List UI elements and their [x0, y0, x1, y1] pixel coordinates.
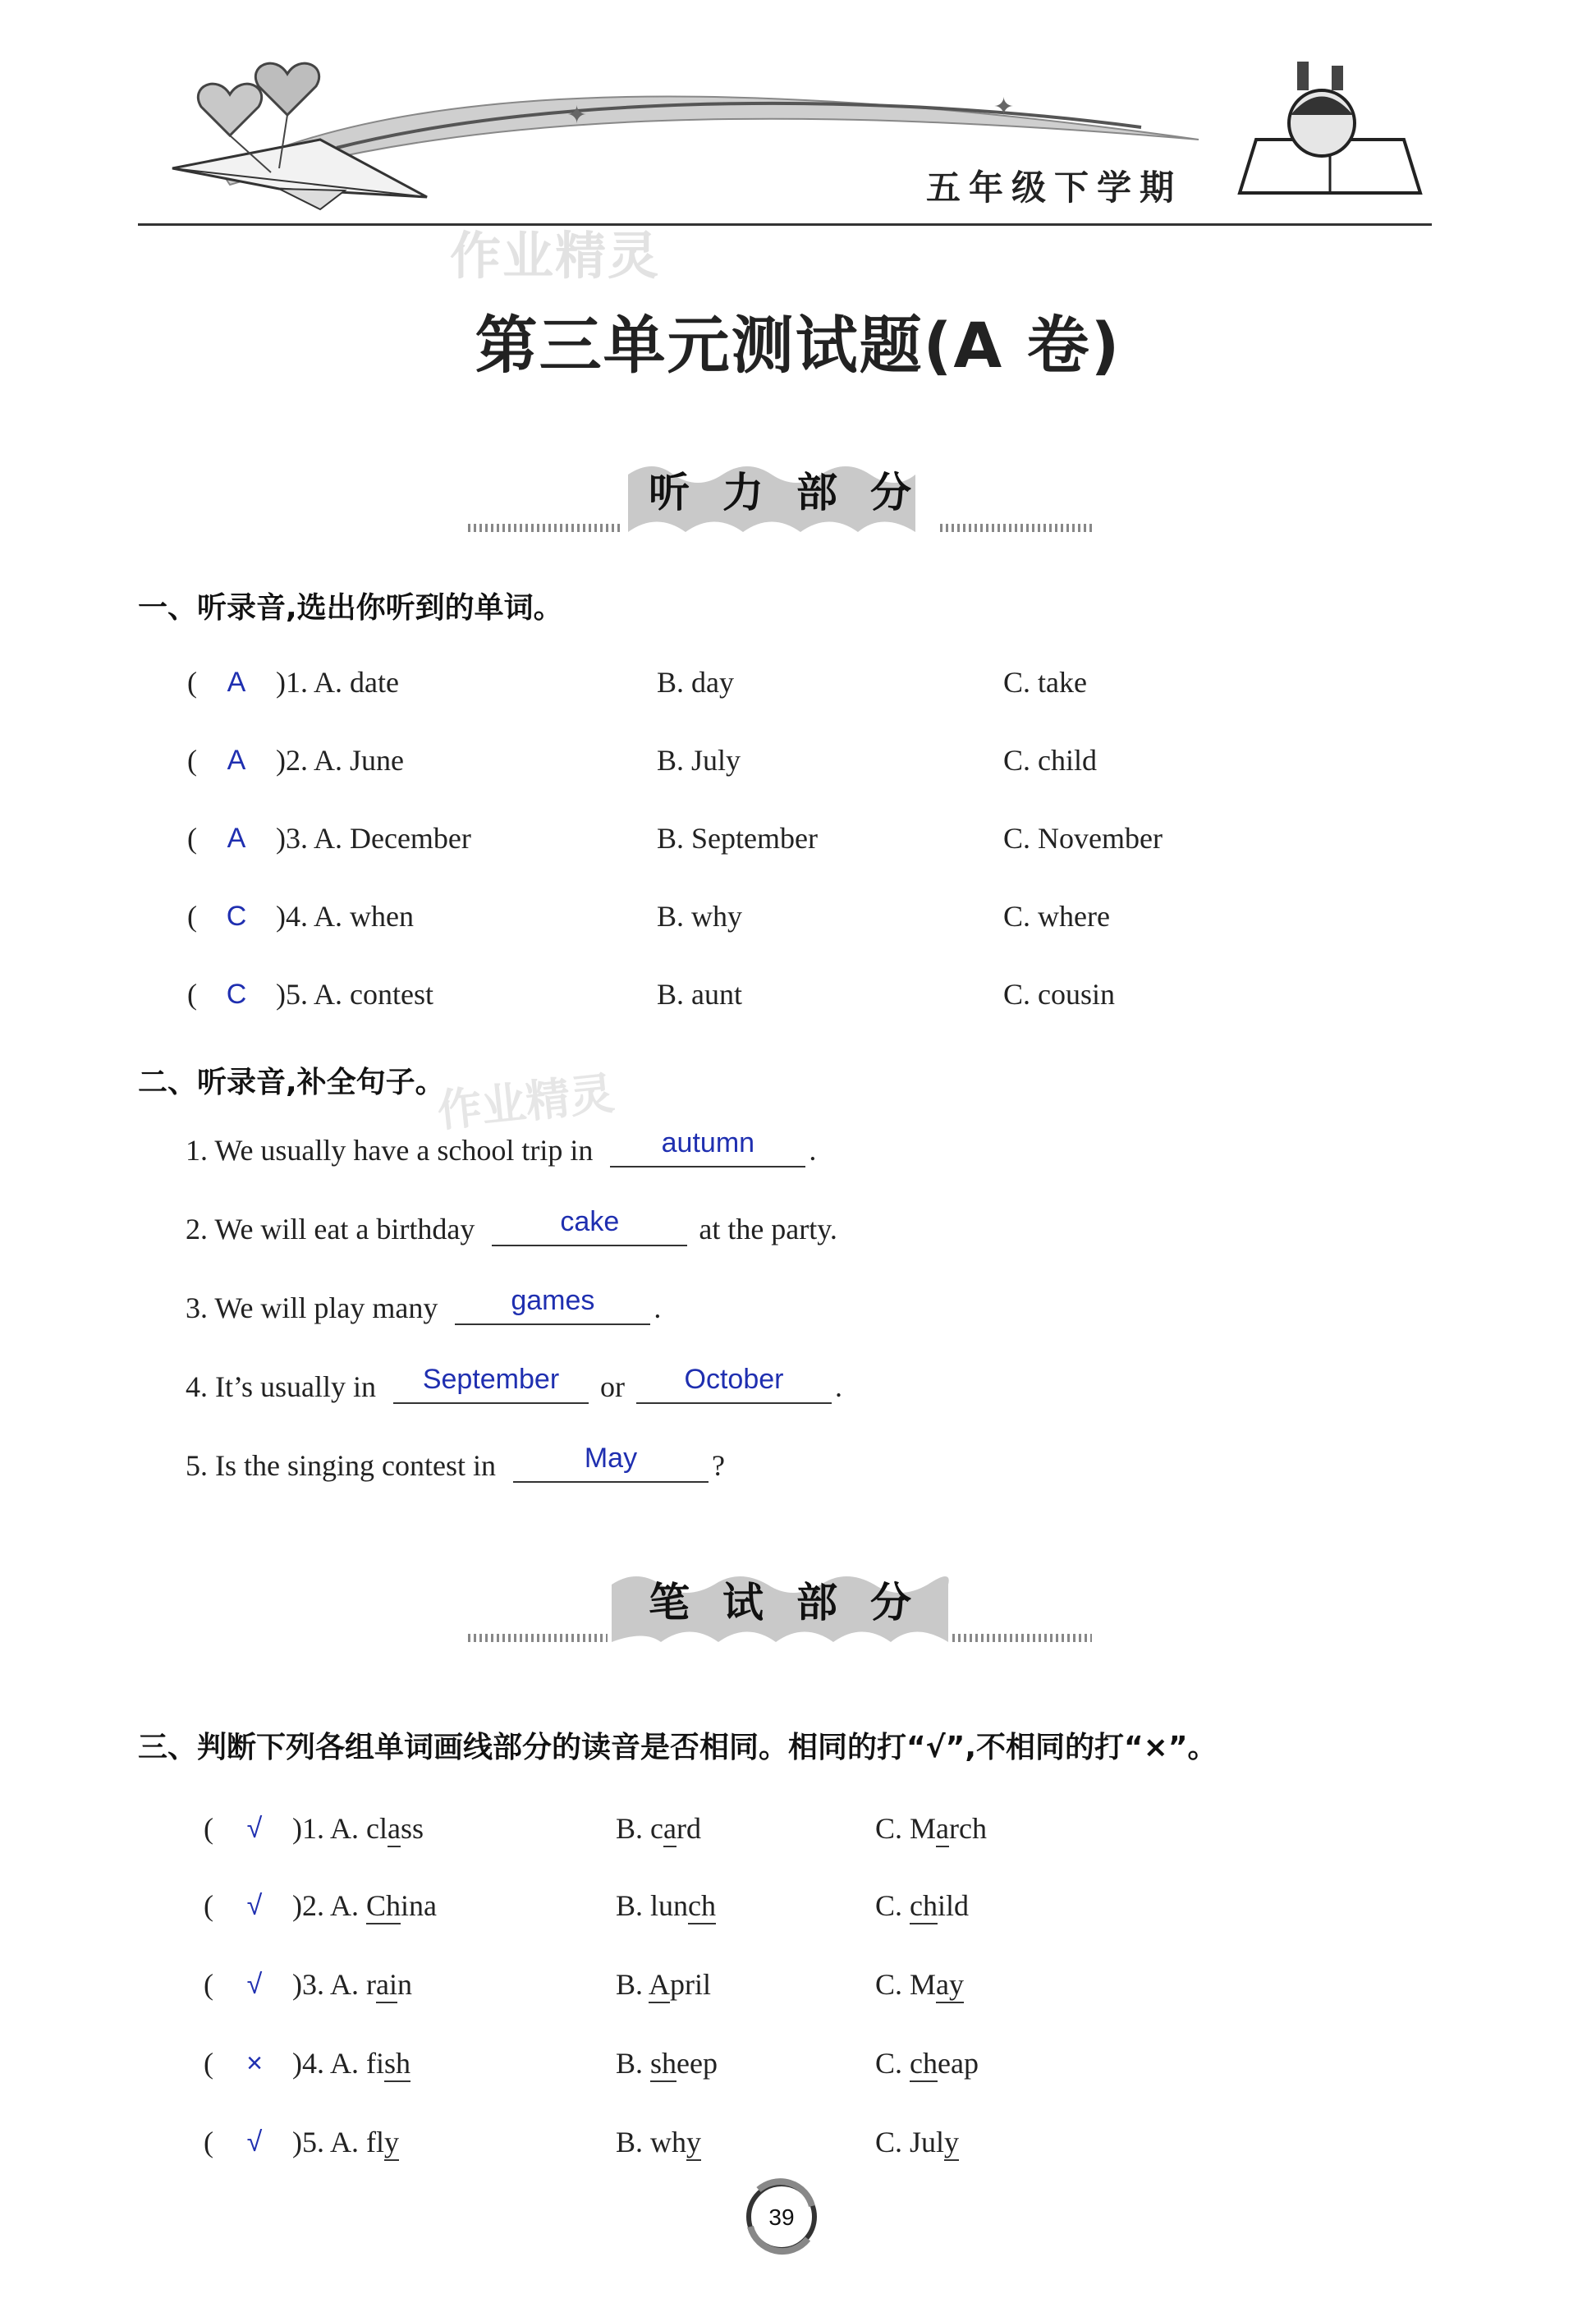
option-b	[616, 1888, 716, 1923]
option-a	[292, 2046, 410, 2080]
banner-label: 笔试部分	[649, 1579, 944, 1626]
answer-blank[interactable]	[393, 1364, 589, 1404]
option-c: C. take	[1003, 666, 1087, 699]
answer-blank[interactable]	[455, 1285, 650, 1325]
page-title: 第三单元测试题(A 卷)	[475, 309, 1121, 382]
sentence-text: .	[654, 1291, 662, 1324]
sentence-text: .	[809, 1134, 817, 1167]
paren-open: (	[187, 822, 197, 855]
term-label: 五年级下学期	[926, 167, 1183, 208]
word-text: B.	[616, 1968, 649, 2001]
option-a	[292, 1888, 437, 1923]
section-banner-listening	[460, 450, 1100, 540]
word-text: rd	[676, 1812, 701, 1845]
word-text: B. lun	[616, 1889, 689, 1922]
sentence-row	[186, 1285, 662, 1325]
section-title-1: 一、听录音,选出你听到的单词。	[138, 591, 563, 625]
sentence-row	[186, 1443, 725, 1483]
underlined-letters: y	[686, 2126, 701, 2161]
answer-mark[interactable]: C	[226, 979, 247, 1010]
header-divider	[138, 223, 1432, 226]
answer-blank[interactable]	[492, 1206, 687, 1246]
answer-mark[interactable]: √	[246, 1969, 263, 2000]
paren-open: (	[187, 666, 197, 699]
option-b	[616, 2046, 718, 2080]
option-a	[292, 1811, 424, 1846]
option-c: C. November	[1003, 822, 1163, 855]
page-number: 39	[768, 2204, 795, 2230]
word-text: rch	[949, 1812, 987, 1845]
watermark: 作业精灵	[434, 1067, 617, 1138]
underlined-letters: y	[384, 2126, 399, 2161]
section-title-2: 二、听录音,补全句子。	[138, 1066, 445, 1099]
word-text: )5. A. fl	[292, 2126, 384, 2158]
underlined-letters: a	[388, 1812, 401, 1847]
section-title-3: 三、判断下列各组单词画线部分的读音是否相同。相同的打“√”,不相同的打“×”。	[138, 1731, 1218, 1764]
answer-blank[interactable]	[513, 1443, 709, 1483]
sentence-row	[186, 1364, 842, 1404]
option-c	[875, 1888, 969, 1923]
watermark: 作业精灵	[450, 226, 661, 286]
option-b	[616, 1967, 711, 2002]
option-b: B. aunt	[657, 978, 742, 1011]
sentence-text: 4. It’s usually in	[186, 1370, 376, 1403]
underlined-letters: ch	[910, 2047, 938, 2082]
section-banner-writing	[460, 1560, 1100, 1650]
banner-label: 听力部分	[649, 469, 944, 516]
underlined-letters: ch	[688, 1889, 716, 1924]
sentence-row	[186, 1127, 817, 1167]
sentence-text: 5. Is the singing contest in	[186, 1449, 496, 1482]
word-text: )1. A. cl	[292, 1812, 388, 1845]
underlined-letters: a	[663, 1812, 676, 1847]
option-a	[292, 2125, 399, 2159]
paper-plane-icon	[172, 140, 427, 209]
option-b: B. day	[657, 666, 734, 699]
answer-text: September	[422, 1364, 560, 1395]
answer-mark[interactable]: A	[227, 823, 246, 854]
option-a: )1. A. date	[276, 666, 399, 699]
answer-mark[interactable]: A	[227, 745, 246, 776]
underlined-letters: ch	[910, 1889, 938, 1924]
underlined-letters: A	[649, 1968, 670, 2003]
option-c	[875, 2125, 959, 2159]
answer-text: October	[684, 1364, 784, 1395]
option-b: B. September	[657, 822, 818, 855]
paren-open: (	[187, 744, 197, 777]
option-c: C. cousin	[1003, 978, 1116, 1011]
word-text: C.	[875, 1889, 910, 1922]
option-c: C. where	[1003, 900, 1110, 933]
option-c	[875, 2046, 979, 2080]
underlined-letters: ai	[376, 1968, 397, 2003]
option-c	[875, 1811, 987, 1846]
underlined-letters: ay	[936, 1968, 964, 2003]
word-text: C. M	[875, 1812, 937, 1845]
answer-mark[interactable]: A	[227, 667, 246, 698]
answer-blank[interactable]	[610, 1127, 805, 1167]
paren-open: (	[204, 2126, 213, 2158]
option-a	[292, 1967, 412, 2002]
option-a: )2. A. June	[276, 744, 404, 777]
option-a: )5. A. contest	[276, 978, 433, 1011]
sentence-text: 3. We will play many	[186, 1291, 438, 1324]
word-text: ss	[400, 1812, 424, 1845]
page-number-badge	[742, 2177, 821, 2256]
underlined-letters: Ch	[366, 1889, 401, 1924]
paren-open: (	[204, 1889, 213, 1922]
word-text: n	[397, 1968, 412, 2001]
word-text: eep	[676, 2047, 718, 2080]
word-text: pril	[670, 1968, 712, 2001]
girl-reading-icon	[1240, 62, 1420, 193]
option-b	[616, 2125, 701, 2159]
paren-open: (	[187, 900, 197, 933]
answer-mark[interactable]: C	[226, 901, 247, 932]
option-b: B. why	[657, 900, 743, 933]
option-c	[875, 1967, 964, 2002]
word-text: )4. A. fi	[292, 2047, 384, 2080]
word-text: ina	[401, 1889, 437, 1922]
word-text: B.	[616, 2047, 651, 2080]
answer-mark[interactable]: √	[246, 1890, 263, 1921]
underlined-letters: sh	[384, 2047, 410, 2082]
option-b: B. July	[657, 744, 741, 777]
answer-mark[interactable]: √	[246, 2126, 263, 2158]
option-a: )3. A. December	[276, 822, 471, 855]
word-text: )2. A.	[292, 1889, 366, 1922]
answer-text: autumn	[661, 1127, 755, 1158]
star-icon: ✦	[993, 93, 1015, 122]
sentence-text: or	[600, 1370, 625, 1403]
star-icon: ✦	[566, 101, 588, 130]
paren-open: (	[187, 978, 197, 1011]
answer-mark[interactable]: √	[246, 1813, 263, 1844]
underlined-letters: sh	[650, 2047, 676, 2082]
paren-open: (	[204, 1968, 213, 2001]
sentence-text: ?	[711, 1449, 725, 1482]
answer-text: cake	[560, 1206, 620, 1237]
word-text: B. c	[616, 1812, 663, 1845]
sentence-text: .	[835, 1370, 842, 1403]
word-text: eap	[938, 2047, 979, 2080]
word-text: B. wh	[616, 2126, 687, 2158]
underlined-letters: a	[936, 1812, 949, 1847]
word-text: C. Jul	[875, 2126, 945, 2158]
underlined-letters: y	[944, 2126, 959, 2161]
sentence-row	[186, 1206, 837, 1246]
option-a: )4. A. when	[276, 900, 414, 933]
paren-open: (	[204, 1812, 213, 1845]
sentence-text: at the party.	[699, 1213, 837, 1245]
answer-blank[interactable]	[636, 1364, 832, 1404]
word-text: )3. A. r	[292, 1968, 376, 2001]
answer-text: May	[584, 1443, 638, 1474]
option-b	[616, 1811, 701, 1846]
sentence-text: 2. We will eat a birthday	[186, 1213, 475, 1245]
word-text: C.	[875, 2047, 910, 2080]
word-text: C. M	[875, 1968, 937, 2001]
answer-mark[interactable]: ×	[246, 2048, 263, 2079]
paren-open: (	[204, 2047, 213, 2080]
option-c: C. child	[1003, 744, 1097, 777]
sentence-text: 1. We usually have a school trip in	[186, 1134, 594, 1167]
answer-text: games	[511, 1285, 595, 1316]
word-text: ild	[938, 1889, 970, 1922]
header-illustration	[156, 49, 1437, 222]
